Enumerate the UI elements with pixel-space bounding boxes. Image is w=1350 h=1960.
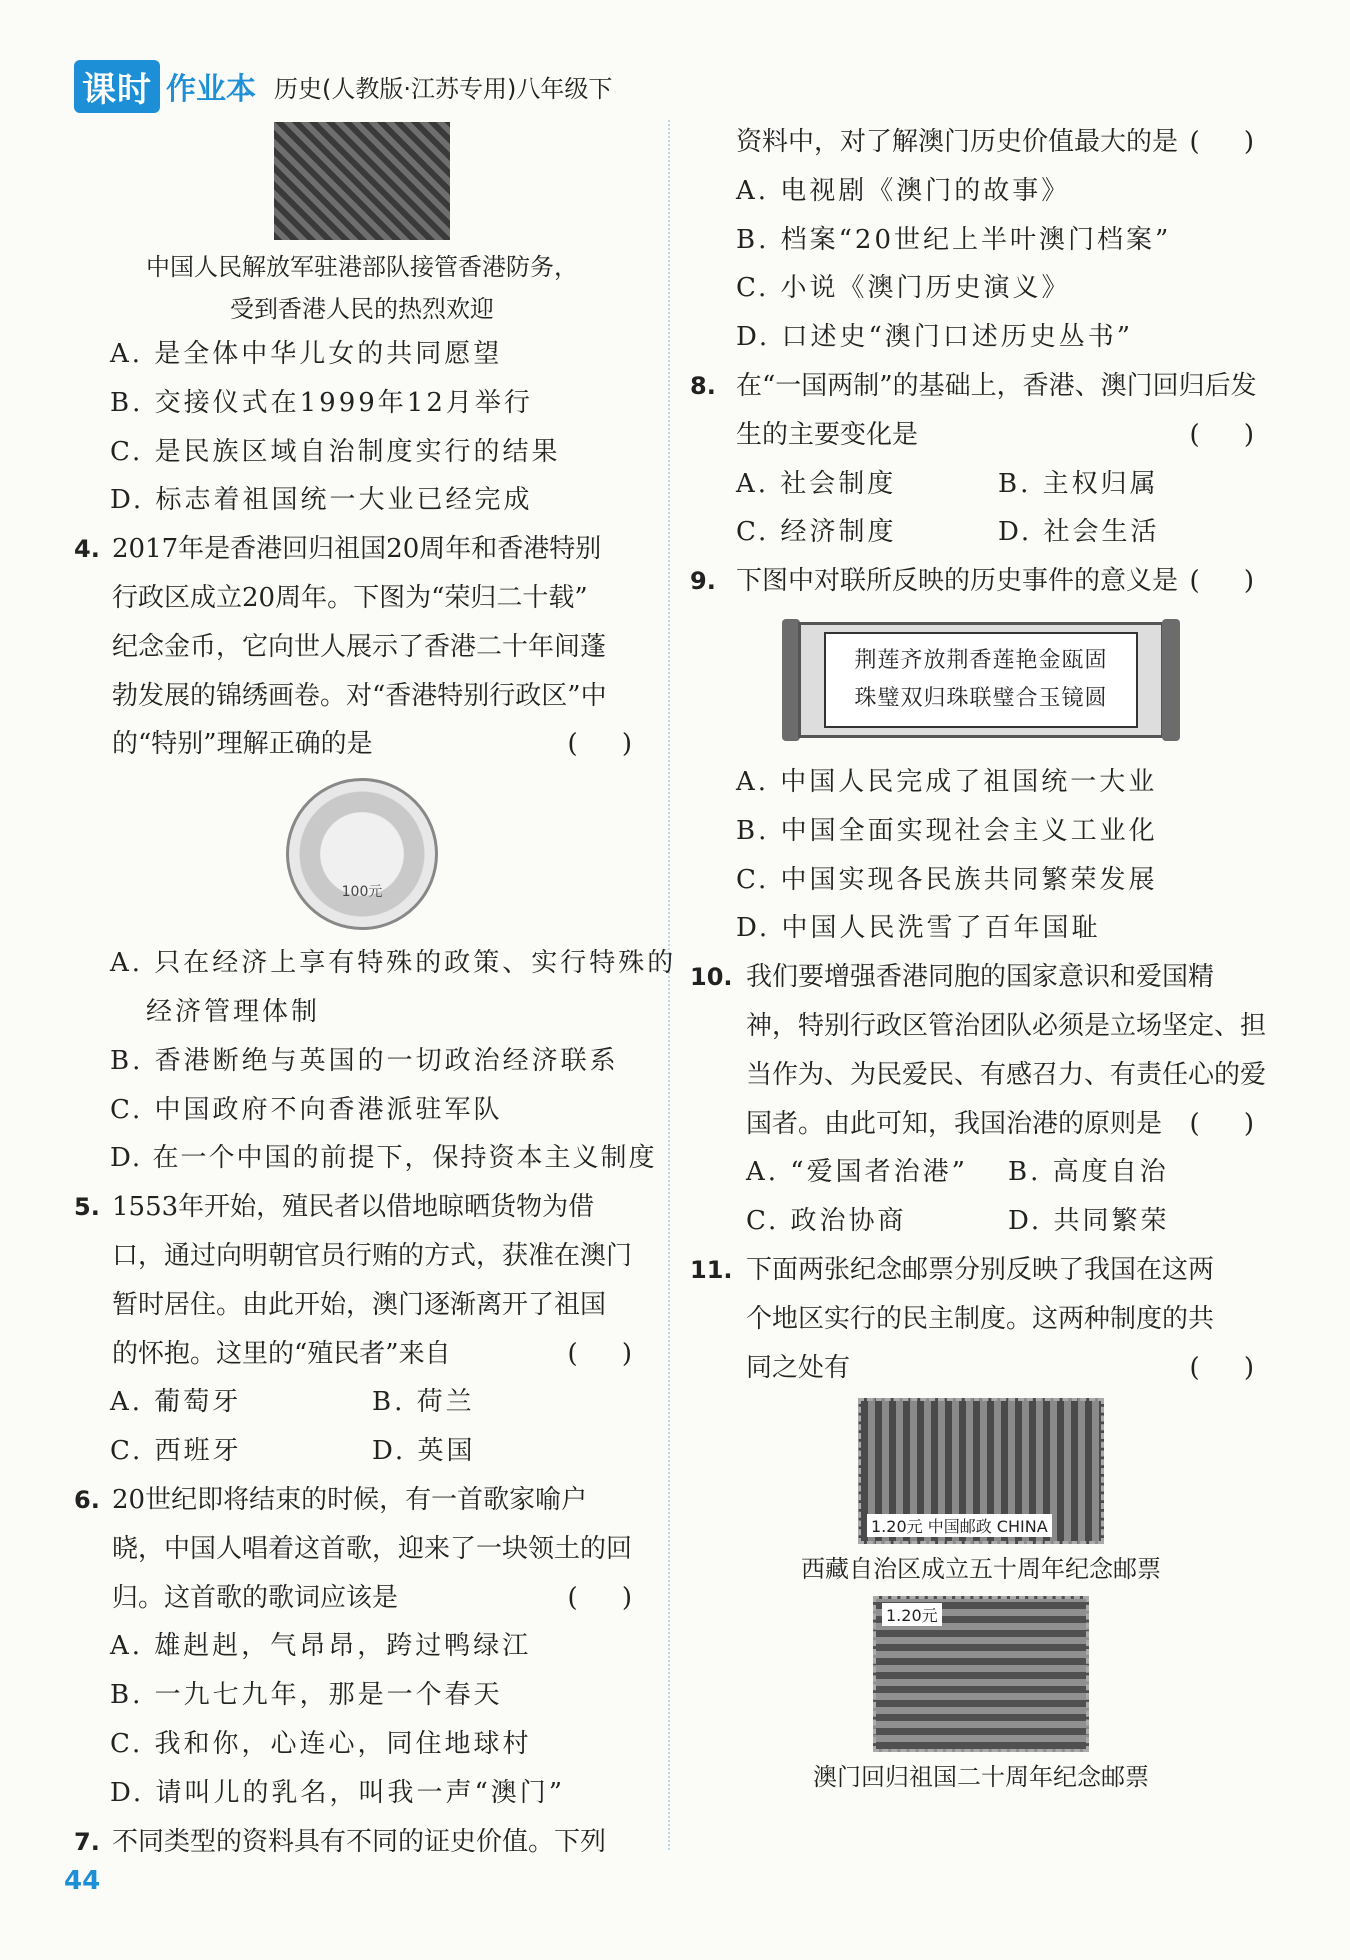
q7-line: 资料中，对了解澳门历史价值最大的是 [736,127,1179,157]
q9-option-d: D. 中国人民洗雪了百年国耻 [736,913,1101,944]
q3-option-b: B. 交接仪式在1999年12月举行 [110,387,533,418]
answer-paren[interactable]: ( ) [1189,566,1272,597]
logo: 课时 [74,60,160,113]
q4-option-d: D. 在一个中国的前提下，保持资本主义制度 [110,1143,657,1174]
q8-line: 生的主要变化是 [736,419,919,450]
q10-line: 我们要增强香港同胞的国家意识和爱国精 [746,962,1215,993]
q11-line: 个地区实行的民主制度。这两种制度的共 [746,1303,1215,1334]
question-11 [690,1246,1272,1392]
q9-line: 下图中对联所反映的历史事件的意义是 [736,566,1179,597]
q11-number: 11. [690,1255,733,1284]
q6-option-a: A. 雄赳赳，气昂昂，跨过鸭绿江 [110,1631,532,1662]
troops-photo [274,122,450,240]
q5-line: 暂时居住。由此开始，澳门逐渐离开了祖国 [112,1289,607,1320]
q9-option-c: C. 中国实现各民族共同繁荣发展 [736,864,1158,895]
q4-option-a-cont: 经济管理体制 [146,996,321,1027]
q6-line: 归。这首歌的歌词应该是 [112,1582,399,1613]
q9-option-b: B. 中国全面实现社会主义工业化 [736,815,1158,846]
q10-option-d: D. 共同繁荣 [1008,1206,1170,1237]
q7-option-b: B. 档案“20世纪上半叶澳门档案” [736,224,1172,255]
q7-option-c: C. 小说《澳门历史演义》 [736,273,1071,304]
q7-line: 不同类型的资料具有不同的证史价值。下列 [112,1826,607,1857]
q5-options-row-1 [74,1378,650,1427]
subject-title: 历史(人教版·江苏专用)八年级下 [274,74,613,103]
q8-options-row-1 [690,460,1272,509]
q10-number: 10. [690,963,733,992]
q5-option-a: A. 葡萄牙 [110,1387,242,1418]
q6-option-c: C. 我和你，心连心，同住地球村 [110,1728,532,1759]
q6-line: 20世纪即将结束的时候，有一首歌家喻户 [112,1484,588,1515]
q8-line: 在“一国两制”的基础上，香港、澳门回归后发 [736,370,1257,401]
q10-option-b: B. 高度自治 [1008,1157,1169,1188]
q4-line: 的“特别”理解正确的是 [112,729,373,760]
q4-option-b: B. 香港断绝与英国的一切政治经济联系 [110,1045,619,1076]
q4-line: 勃发展的锦绣画卷。对“香港特别行政区”中 [112,680,607,711]
q10-line: 当作为、为民爱民、有感召力、有责任心的爱 [746,1059,1267,1090]
photo-caption-2: 受到香港人民的热烈欢迎 [230,295,494,323]
couplet-box [824,632,1137,728]
q6-option-b: B. 一九七九年，那是一个春天 [110,1680,503,1711]
question-8 [690,362,1272,460]
q4-option-a: A. 只在经济上享有特殊的政策、实行特殊的 [110,948,677,979]
question-7 [74,1818,650,1867]
q8-option-c: C. 经济制度 [736,517,897,548]
q10-options-row-2 [690,1197,1272,1246]
scroll-paper [798,622,1164,738]
q4-line: 行政区成立20周年。下图为“荣归二十载” [112,582,588,613]
q11-line: 同之处有 [746,1352,851,1383]
q10-option-a: A. “爱国者治港” [746,1157,968,1188]
q8-number: 8. [690,371,716,400]
coin-value: 100元 [341,884,383,901]
q5-option-d: D. 英国 [372,1436,476,1467]
answer-paren[interactable]: ( ) [1189,419,1272,450]
answer-paren[interactable]: ( ) [1189,1108,1272,1139]
q7-option-d: D. 口述史“澳门口述历史丛书” [736,322,1134,353]
page-header [74,58,612,114]
q5-line: 1553年开始，殖民者以借地晾晒货物为借 [112,1192,595,1223]
couplet-line-2: 珠璧双归珠联璧合玉镜圆 [854,685,1108,711]
question-6 [74,1476,650,1622]
left-column [74,118,677,1866]
q8-option-a: A. 社会制度 [736,468,897,499]
q7-option-a: A. 电视剧《澳门的故事》 [736,175,1071,206]
q9-option-a: A. 中国人民完成了祖国统一大业 [736,766,1158,797]
couplet-scroll [690,610,1272,750]
q3-option-c: C. 是民族区域自治制度实行的结果 [110,436,561,467]
question-5 [74,1183,650,1378]
scroll-rod-right [1162,619,1180,741]
stamp-1-caption: 西藏自治区成立五十周年纪念邮票 [801,1555,1161,1584]
q4-option-c: C. 中国政府不向香港派驻军队 [110,1094,503,1125]
q6-line: 晓，中国人唱着这首歌，迎来了一块领土的回 [112,1533,633,1564]
question-9 [690,557,1272,606]
q6-option-d: D. 请叫儿的乳名，叫我一声“澳门” [110,1777,566,1808]
q5-line: 的怀抱。这里的“殖民者”来自 [112,1338,451,1369]
couplet-line-1: 荆莲齐放荆香莲艳金瓯固 [854,647,1108,673]
answer-paren[interactable]: ( ) [1189,1352,1272,1383]
q3-option-d: D. 标志着祖国统一大业已经完成 [110,485,533,516]
q4-number: 4. [74,535,100,564]
q6-number: 6. [74,1485,100,1514]
q3-option-a: A. 是全体中华儿女的共同愿望 [110,339,503,369]
page-number: 44 [64,1866,101,1896]
q11-line: 下面两张纪念邮票分别反映了我国在这两 [746,1254,1215,1285]
q4-line: 纪念金币，它向世人展示了香港二十年间蓬 [112,631,607,662]
answer-paren[interactable]: ( ) [567,1582,650,1613]
q5-option-b: B. 荷兰 [372,1387,475,1418]
photo-caption-1: 中国人民解放军驻港部队接管香港防务， [146,253,578,281]
commemorative-coin [74,769,650,939]
q10-line: 国者。由此可知，我国治港的原则是 [746,1108,1163,1139]
coin-image [286,778,438,930]
answer-paren[interactable]: ( ) [1189,127,1272,157]
q4-line: 2017年是香港回归祖国20周年和香港特别 [112,534,602,565]
q10-line: 神，特别行政区管治团队必须是立场坚定、担 [746,1010,1267,1041]
answer-paren[interactable]: ( ) [567,1338,650,1369]
stamp-value: 1.20元 [882,1603,942,1626]
q9-number: 9. [690,567,716,596]
q8-option-d: D. 社会生活 [998,517,1160,548]
q10-option-c: C. 政治协商 [746,1206,907,1237]
brand-title: 作业本 [166,72,256,107]
question-4 [74,525,650,769]
q5-number: 5. [74,1193,100,1222]
macao-stamp [873,1596,1089,1752]
q5-option-c: C. 西班牙 [110,1436,242,1467]
tibet-stamp [858,1398,1104,1544]
answer-paren[interactable]: ( ) [567,729,650,760]
question-7-cont [690,118,1272,167]
q8-options-row-2 [690,508,1272,557]
q7-number: 7. [74,1827,100,1856]
question-10 [690,953,1272,1148]
q8-option-b: B. 主权归属 [998,468,1159,499]
stamp-value: 1.20元 中国邮政 CHINA [867,1514,1052,1537]
stamp-2-caption: 澳门回归祖国二十周年纪念邮票 [813,1763,1149,1792]
q5-line: 口，通过向明朝官员行贿的方式，获准在澳门 [112,1240,633,1271]
q10-options-row-1 [690,1148,1272,1197]
right-column [690,118,1272,1798]
q5-options-row-2 [74,1427,650,1476]
